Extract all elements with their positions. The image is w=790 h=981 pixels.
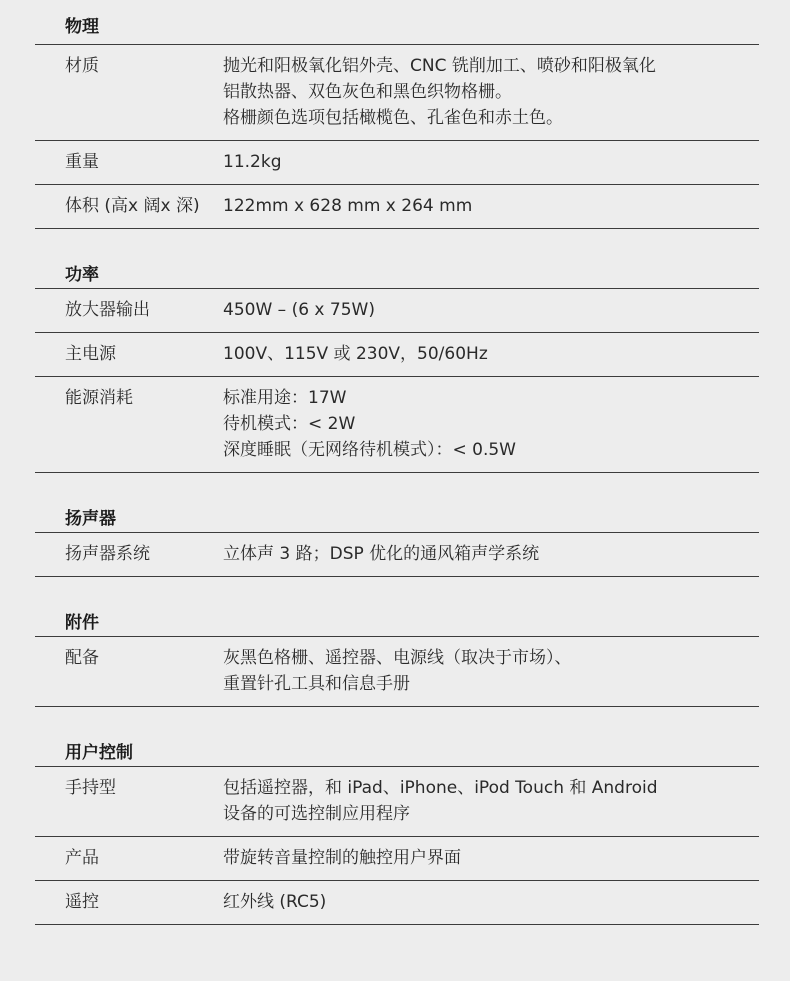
row-label: 放大器输出	[65, 300, 150, 320]
value-line: 122mm x 628 mm x 264 mm	[223, 196, 473, 216]
row-value	[223, 645, 759, 697]
row-value	[223, 297, 759, 323]
row-label: 遥控	[65, 892, 99, 912]
spec-table	[35, 0, 759, 925]
table-row	[35, 377, 759, 473]
row-value	[223, 149, 759, 175]
section-accessories	[35, 577, 759, 707]
section-title: 功率	[35, 229, 759, 289]
row-value	[223, 775, 759, 827]
row-label: 产品	[65, 848, 99, 868]
value-line: 灰黑色格栅、遥控器、电源线（取决于市场）、	[223, 648, 572, 668]
row-label: 材质	[65, 56, 99, 76]
row-label: 配备	[65, 648, 99, 668]
table-row	[35, 533, 759, 577]
value-line: 铝散热器、双色灰色和黑色织物格栅。	[223, 82, 512, 102]
value-line: 100V、115V 或 230V，50/60Hz	[223, 344, 488, 364]
value-line: 待机模式：< 2W	[223, 414, 356, 434]
row-value	[223, 193, 759, 219]
value-line: 重置针孔工具和信息手册	[223, 674, 410, 694]
table-row	[35, 289, 759, 333]
value-line: 设备的可选控制应用程序	[223, 804, 410, 824]
value-line: 深度睡眠（无网络待机模式）：< 0.5W	[223, 440, 516, 460]
value-line: 抛光和阳极氧化铝外壳、CNC 铣削加工、喷砂和阳极氧化	[223, 56, 656, 76]
table-row	[35, 333, 759, 377]
row-value	[223, 53, 759, 131]
section-title: 用户控制	[35, 707, 759, 767]
table-row	[35, 767, 759, 837]
section-title: 物理	[35, 0, 759, 45]
table-row	[35, 185, 759, 229]
value-line: 格栅颜色选项包括橄榄色、孔雀色和赤土色。	[223, 108, 563, 128]
row-value	[223, 889, 759, 915]
section-title: 扬声器	[35, 473, 759, 533]
section-user-controls	[35, 707, 759, 925]
section-physical	[35, 0, 759, 229]
value-line: 包括遥控器，和 iPad、iPhone、iPod Touch 和 Android	[223, 778, 658, 798]
section-title: 附件	[35, 577, 759, 637]
section-power	[35, 229, 759, 473]
value-line: 带旋转音量控制的触控用户界面	[223, 848, 461, 868]
row-label: 扬声器系统	[65, 544, 150, 564]
row-value	[223, 341, 759, 367]
row-value	[223, 385, 759, 463]
row-label: 体积 (高x 阔x 深)	[65, 196, 200, 216]
table-row	[35, 837, 759, 881]
value-line: 11.2kg	[223, 152, 282, 172]
row-label: 主电源	[65, 344, 116, 364]
value-line: 450W – (6 x 75W)	[223, 300, 375, 320]
value-line: 标准用途：17W	[223, 388, 347, 408]
value-line: 红外线 (RC5)	[223, 892, 327, 912]
value-line: 立体声 3 路；DSP 优化的通风箱声学系统	[223, 544, 540, 564]
table-row	[35, 141, 759, 185]
table-row	[35, 45, 759, 141]
section-speakers	[35, 473, 759, 577]
table-row	[35, 881, 759, 925]
row-value	[223, 541, 759, 567]
row-value	[223, 845, 759, 871]
row-label: 能源消耗	[65, 388, 133, 408]
row-label: 手持型	[65, 778, 116, 798]
row-label: 重量	[65, 152, 99, 172]
table-row	[35, 637, 759, 707]
